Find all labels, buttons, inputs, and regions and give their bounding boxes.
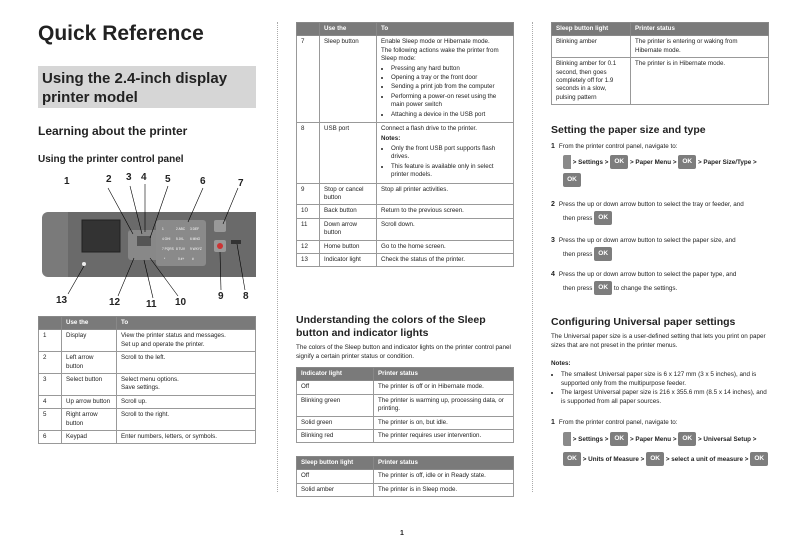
sleep-intro: The colors of the Sleep button and indicator lights on the printer control panel signify a certain printer status or condition.: [296, 344, 511, 360]
table-row: [39, 374, 256, 396]
svg-text:4 GHI: 4 GHI: [162, 237, 171, 241]
cell: Solid amber: [297, 483, 374, 496]
callout-7: 7: [238, 178, 244, 189]
callout-1: 1: [64, 176, 70, 187]
th-light: Sleep button light: [297, 457, 374, 470]
ok-icon: OK: [678, 155, 696, 169]
table-row: [552, 58, 769, 105]
th-use: Use the: [62, 317, 117, 330]
table-row: [297, 240, 514, 253]
cell: 10: [297, 205, 320, 218]
cell: Off: [297, 470, 374, 483]
table-row: [39, 431, 256, 444]
cell: Indicator light: [320, 253, 377, 266]
cell: 9: [297, 183, 320, 205]
callout-2: 2: [106, 174, 112, 185]
table-row: [552, 36, 769, 58]
ok-icon: OK: [610, 155, 628, 169]
column-divider-1: [277, 22, 278, 492]
cell: Right arrow button: [62, 409, 117, 431]
universal-notes: [551, 370, 771, 407]
cell: Scroll to the right.: [117, 409, 256, 431]
th-num: [297, 23, 320, 36]
table-row: [297, 394, 514, 416]
cell: The printer is on, but idle.: [374, 416, 514, 429]
cell: Blinking amber for 0.1 second, then goes completely off for 1.9 seconds in a slow, pulsing pattern: [552, 58, 631, 105]
paper-step-3: 3 Press the up or down arrow button to select the paper size, and then press OK: [551, 236, 771, 265]
universal-intro: The Universal paper size is a user-defined setting that lets you print on paper sizes that are not preset in the printer menus.: [551, 333, 766, 349]
table-row: [297, 123, 514, 183]
cell: Down arrow button: [320, 218, 377, 240]
ok-icon: OK: [610, 432, 628, 446]
table-row: [297, 218, 514, 240]
cell: Solid green: [297, 416, 374, 429]
learning-heading: Learning about the printer: [38, 124, 188, 138]
callout-4: 4: [141, 172, 147, 183]
th-status: Printer status: [374, 457, 514, 470]
list-item: • Only the front USB port supports flash drives.: [391, 145, 509, 162]
table-row: [39, 330, 256, 352]
cell: 11: [297, 218, 320, 240]
svg-text:2 ABC: 2 ABC: [176, 227, 186, 231]
cell: 8: [297, 123, 320, 183]
cell: The printer is warming up, processing data, or printing.: [374, 394, 514, 416]
callout-11: 11: [146, 299, 157, 310]
callout-13: 13: [56, 295, 68, 306]
svg-text:*: *: [164, 257, 166, 261]
th-num: [39, 317, 62, 330]
svg-text:#: #: [192, 257, 194, 261]
callout-6: 6: [200, 176, 206, 187]
list-item: • This feature is available only in select printer models.: [391, 163, 509, 180]
cell: The printer is off or in Hibernate mode.: [374, 381, 514, 394]
table-row: [297, 430, 514, 443]
indicator-light-table: [296, 367, 514, 443]
control-panel-illustration: [38, 172, 260, 307]
cell: 5: [39, 409, 62, 431]
svg-text:3 DEF: 3 DEF: [190, 227, 200, 231]
cell: The printer is entering or waking from Hibernate mode.: [631, 36, 769, 58]
cell: Enter numbers, letters, or symbols.: [117, 431, 256, 444]
controls-table-1: [38, 316, 256, 444]
ok-icon: OK: [594, 281, 612, 295]
cell: 2: [39, 352, 62, 374]
table-row: [297, 253, 514, 266]
paper-step-4: 4 Press the up or down arrow button to select the paper type, and then press OK to change the settings.: [551, 270, 771, 299]
paper-step-1: 1 From the printer control panel, navigate to:: [551, 143, 678, 150]
cell: 4: [39, 395, 62, 408]
svg-text:9 WXYZ: 9 WXYZ: [190, 247, 202, 251]
cell: View the printer status and messages. Set up and operate the printer.: [117, 330, 256, 352]
th-to: To: [377, 23, 514, 36]
display-screen: [82, 220, 120, 252]
list-item: • Opening a tray or the front door: [391, 74, 509, 82]
cell: Keypad: [62, 431, 117, 444]
ok-icon: OK: [594, 247, 612, 261]
th-status: Printer status: [374, 368, 514, 381]
page-number: 1: [400, 530, 404, 537]
universal-heading: Configuring Universal paper settings: [551, 316, 736, 328]
cell: Display: [62, 330, 117, 352]
ok-icon: OK: [563, 173, 581, 187]
controls-table-2: [296, 22, 514, 267]
cell: Back button: [320, 205, 377, 218]
ok-icon: OK: [646, 452, 664, 466]
sleep-light-table-1: [296, 456, 514, 497]
svg-text:5 JKL: 5 JKL: [176, 237, 185, 241]
cell: The printer requires user intervention.: [374, 430, 514, 443]
cell: Return to the previous screen.: [377, 205, 514, 218]
paper-nav-path: > Settings > OK > Paper Menu > OK > Paper Size/Type > OK: [563, 154, 775, 190]
table-row: [39, 395, 256, 408]
cell: 6: [39, 431, 62, 444]
cell: Check the status of the printer.: [377, 253, 514, 266]
notes-label: Notes:: [551, 360, 571, 367]
table-row: [297, 205, 514, 218]
table-row: [297, 483, 514, 496]
table-row: [297, 416, 514, 429]
callout-8: 8: [243, 291, 249, 302]
cell: 1: [39, 330, 62, 352]
cell: Connect a flash drive to the printer. Notes: • Only the front USB port supports flash drives. • This feature is available only in select printer models.: [377, 123, 514, 183]
cell: Go to the home screen.: [377, 240, 514, 253]
cell: Enable Sleep mode or Hibernate mode. The following actions wake the printer from Sleep mode: • Pressing any hard button • Opening a tray or the front door • Sending a print job from the computer • Performing a power-on reset using the main power switch • Attaching a device in the USB port: [377, 36, 514, 123]
universal-nav-path: > Settings > OK > Paper Menu > OK > Universal Setup > OK > Units of Measure > OK > select a unit of measure > OK: [563, 430, 775, 470]
cell: Scroll up.: [117, 395, 256, 408]
callout-3: 3: [126, 172, 132, 183]
th-to: To: [117, 317, 256, 330]
ok-icon: OK: [594, 211, 612, 225]
list-item: • The smallest Universal paper size is 6 x 127 mm (3 x 5 inches), and is supported only from the multipurpose feeder.: [561, 371, 771, 388]
table-row: [297, 470, 514, 483]
cell: Select button: [62, 374, 117, 396]
list-item: • Performing a power-on reset using the main power switch: [391, 93, 509, 110]
cell: Left arrow button: [62, 352, 117, 374]
list-item: • Sending a print job from the computer: [391, 83, 509, 91]
cell: Blinking green: [297, 394, 374, 416]
table-row: [39, 352, 256, 374]
ok-icon: OK: [750, 452, 768, 466]
callout-10: 10: [175, 297, 187, 308]
cell: Off: [297, 381, 374, 394]
cell: Sleep button: [320, 36, 377, 123]
panel-heading: Using the printer control panel: [38, 154, 184, 165]
cell: Select menu options. Save settings.: [117, 374, 256, 396]
list-item: • The largest Universal paper size is 216 x 355.6 mm (8.5 x 14 inches), and is supported from all paper sources.: [561, 389, 771, 406]
home-icon: [563, 155, 571, 169]
indicator-dot: [82, 262, 86, 266]
cell: 13: [297, 253, 320, 266]
cell: 12: [297, 240, 320, 253]
sleep-light-table-2: [551, 22, 769, 105]
cell: Blinking red: [297, 430, 374, 443]
table-row: [297, 183, 514, 205]
th-use: Use the: [320, 23, 377, 36]
sleep-heading: Understanding the colors of the Sleep button and indicator lights: [296, 314, 486, 339]
svg-text:0 #+: 0 #+: [178, 257, 185, 261]
cell: Up arrow button: [62, 395, 117, 408]
cell: Scroll down.: [377, 218, 514, 240]
list-item: • Pressing any hard button: [391, 65, 509, 73]
callout-5: 5: [165, 174, 171, 185]
list-item: • Attaching a device in the USB port: [391, 111, 509, 119]
table-row: [39, 409, 256, 431]
ok-icon: OK: [563, 452, 581, 466]
cell: The printer is in Hibernate mode.: [631, 58, 769, 105]
cell: The printer is off, idle or in Ready state.: [374, 470, 514, 483]
home-icon: [563, 432, 571, 446]
table-row: [297, 381, 514, 394]
table-row: [297, 36, 514, 123]
key-1: 1: [162, 227, 164, 231]
page-title: Quick Reference: [38, 22, 204, 45]
cell: The printer is in Sleep mode.: [374, 483, 514, 496]
cell: Stop all printer activities.: [377, 183, 514, 205]
th-light: Indicator light: [297, 368, 374, 381]
th-light: Sleep button light: [552, 23, 631, 36]
paper-step-2: 2 Press the up or down arrow button to select the tray or feeder, and then press OK: [551, 200, 771, 229]
usb-port-shape: [231, 240, 241, 244]
ok-icon: OK: [678, 432, 696, 446]
cell: Home button: [320, 240, 377, 253]
paper-heading: Setting the paper size and type: [551, 124, 706, 136]
section-banner: Using the 2.4-inch display printer model: [38, 66, 256, 108]
svg-text:6 MNO: 6 MNO: [190, 237, 201, 241]
cell: USB port: [320, 123, 377, 183]
th-status: Printer status: [631, 23, 769, 36]
cell: 7: [297, 36, 320, 123]
cell: Blinking amber: [552, 36, 631, 58]
callout-12: 12: [109, 297, 121, 308]
cell: Stop or cancel button: [320, 183, 377, 205]
cell: Scroll to the left.: [117, 352, 256, 374]
universal-step-1: 1 From the printer control panel, navigate to:: [551, 419, 678, 426]
svg-text:8 TUV: 8 TUV: [176, 247, 185, 251]
column-divider-2: [532, 22, 533, 492]
callout-9: 9: [218, 291, 224, 302]
cell: 3: [39, 374, 62, 396]
svg-text:7 PQRS: 7 PQRS: [162, 247, 174, 251]
